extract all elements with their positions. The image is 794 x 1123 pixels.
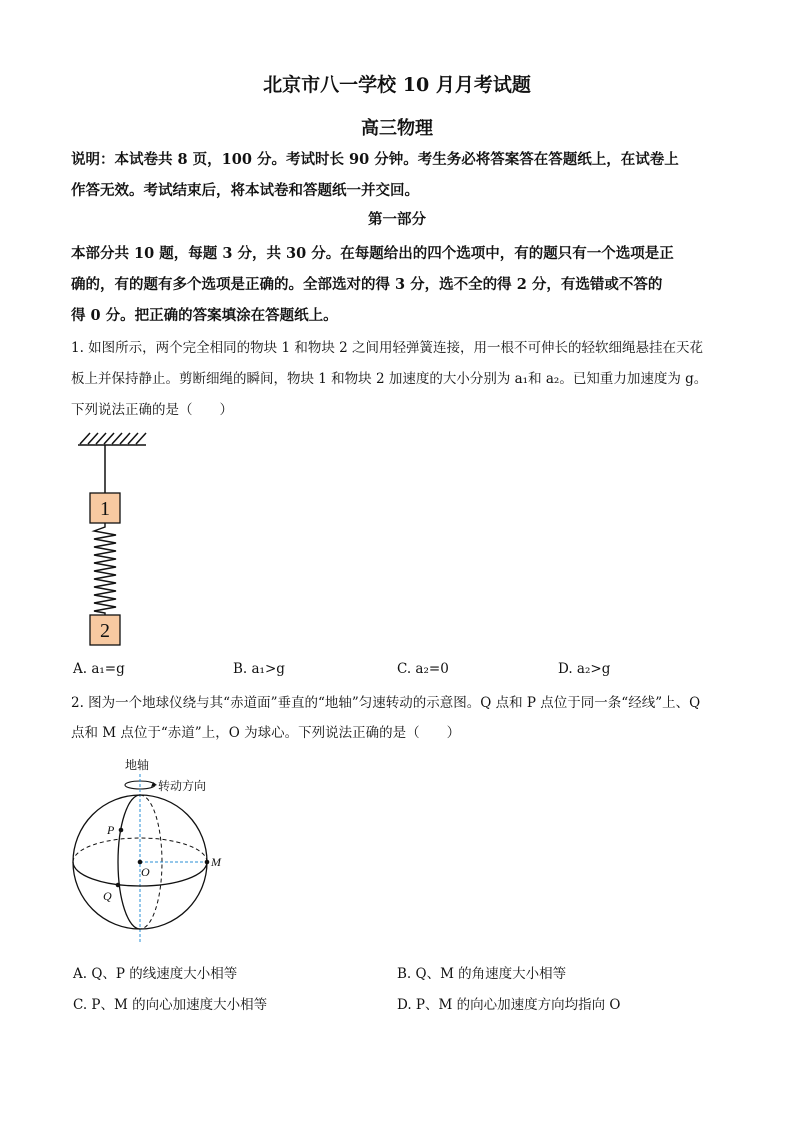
q2-option-c[interactable]: C. P、M 的向心加速度大小相等 xyxy=(73,997,268,1013)
q1-option-c[interactable]: C. a₂=0 xyxy=(397,661,449,677)
exam-subject: 高三物理 xyxy=(361,118,433,139)
q1-stem-line-2: 板上并保持静止。剪断细绳的瞬间，物块 1 和物块 2 加速度的大小分别为 a₁和 a₂。已知重力加速度为 g。 xyxy=(71,371,708,387)
point-q xyxy=(116,883,121,888)
label-o: O xyxy=(141,865,150,879)
section-desc-line-2: 确的，有的题有多个选项是正确的。全部选对的得 3 分，选不全的得 2 分，有选错或不答的 xyxy=(71,276,663,293)
section-desc-line-1: 本部分共 10 题，每题 3 分，共 30 分。在每题给出的四个选项中，有的题只有一个选项是正 xyxy=(71,245,674,262)
section-title: 第一部分 xyxy=(368,211,426,228)
instructions-line-2: 作答无效。考试结束后，将本试卷和答题纸一并交回。 xyxy=(71,182,419,199)
section-desc-line-3: 得 0 分。把正确的答案填涂在答题纸上。 xyxy=(71,307,338,324)
label-q: Q xyxy=(103,889,112,903)
ceiling-hatch xyxy=(78,433,146,445)
spring xyxy=(94,523,116,615)
q1-option-a[interactable]: A. a₁=g xyxy=(73,661,125,677)
instructions-line-1: 说明：本试卷共 8 页，100 分。考试时长 90 分钟。考生务必将答案答在答题纸上，在试卷上 xyxy=(71,151,679,168)
block-1-label: 1 xyxy=(100,498,110,520)
point-p xyxy=(119,828,124,833)
q2-globe-figure xyxy=(65,752,240,942)
label-m: M xyxy=(211,855,221,869)
q2-option-a[interactable]: A. Q、P 的线速度大小相等 xyxy=(73,966,238,982)
q1-option-b[interactable]: B. a₁>g xyxy=(233,661,285,677)
q2-option-d[interactable]: D. P、M 的向心加速度方向均指向 O xyxy=(397,997,621,1013)
q1-stem-line-1: 1. 如图所示，两个完全相同的物块 1 和物块 2 之间用轻弹簧连接，用一根不可伸长的轻软细绳悬挂在天花 xyxy=(71,340,704,356)
q1-stem-line-3: 下列说法正确的是（ ） xyxy=(71,402,233,418)
block-2-label: 2 xyxy=(100,620,110,642)
q1-spring-figure xyxy=(70,425,160,655)
label-p: P xyxy=(107,823,115,837)
q1-option-d[interactable]: D. a₂>g xyxy=(558,661,611,677)
q2-stem-line-1: 2. 图为一个地球仪绕与其“赤道面”垂直的“地轴”匀速转动的示意图。Q 点和 P 点位于同一条“经线”上、Q xyxy=(71,695,701,711)
exam-title: 北京市八一学校 10 月月考试题 xyxy=(263,74,531,96)
q2-option-b[interactable]: B. Q、M 的角速度大小相等 xyxy=(397,966,567,982)
point-o xyxy=(138,860,143,865)
q2-stem-line-2: 点和 M 点位于“赤道”上，O 为球心。下列说法正确的是（ ） xyxy=(71,725,461,741)
rotation-direction-label: 转动方向 xyxy=(158,779,207,793)
axis-label: 地轴 xyxy=(125,758,150,772)
meridian-front xyxy=(118,795,140,929)
point-m xyxy=(205,860,210,865)
